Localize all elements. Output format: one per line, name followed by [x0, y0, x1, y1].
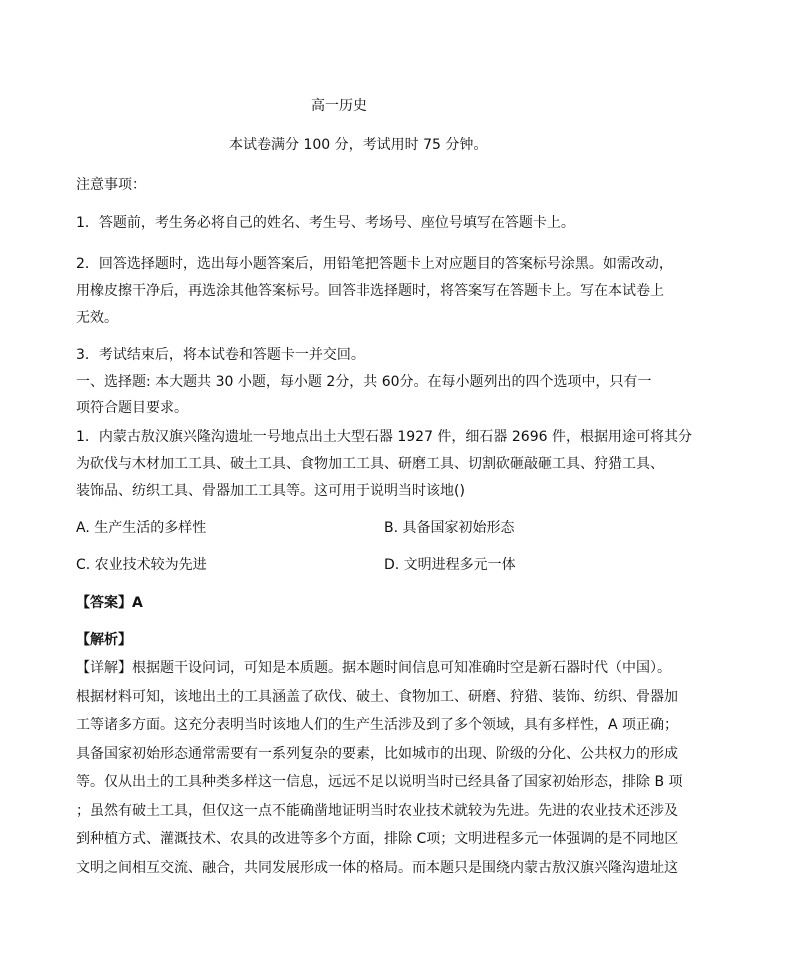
note-item-1: 1．答题前，考生务必将自己的姓名、考生号、考场号、座位号填写在答题卡上。: [76, 215, 575, 231]
analysis-line: 【详解】根据题干设问词，可知是本质题。据本题时间信息可知准确时空是新石器时代（中国）。: [76, 660, 671, 676]
section-heading: [76, 372, 686, 425]
exam-info: 本试卷满分 100 分，考试用时 75 分钟。: [229, 137, 488, 153]
analysis-line: 具备国家初始形态通常需要有一系列复杂的要素，比如城市的出现、阶级的分化、公共权力的形成: [76, 745, 678, 762]
question-1-stem: [76, 427, 692, 508]
analysis-line: 文明之间相互交流、融合，共同发展形成一体的格局。而本题只是围绕内蒙古敖汉旗兴隆沟遗址这: [76, 859, 678, 876]
analysis-heading: 【解析】: [76, 632, 132, 648]
question-stem-line: 为砍伐与木材加工工具、破土工具、食物加工工具、研磨工具、切割砍砸敲砸工具、狩猎工具、: [76, 456, 664, 472]
notes-heading: 注意事项：: [76, 177, 146, 193]
note-item-2-line: 无效。: [76, 310, 118, 326]
note-item-2-line: 用橡皮擦干净后，再选涂其他答案标号。回答非选择题时，将答案写在答题卡上。写在本试卷上: [76, 283, 664, 299]
question-stem-line: 1．内蒙古敖汉旗兴隆沟遗址一号地点出土大型石器 1927 件，细石器 2696 件，根据用途可将其分: [76, 429, 692, 445]
analysis-line: 根据材料可知，该地出土的工具涵盖了砍伐、破土、食物加工、研磨、狩猎、装饰、纺织、骨器加: [76, 688, 678, 705]
option-a: A. 生产生活的多样性: [76, 520, 207, 536]
analysis-body: [76, 658, 686, 886]
analysis-line: ；虽然有破土工具，但仅这一点不能确凿地证明当时农业技术就较为先进。先进的农业技术还涉及: [76, 802, 678, 819]
note-item-2-line: 2．回答选择题时，选出每小题答案后，用铅笔把答题卡上对应题目的答案标号涂黑。如需改动，: [76, 256, 673, 272]
option-b: B. 具备国家初始形态: [384, 520, 515, 536]
option-c: C. 农业技术较为先进: [76, 557, 207, 573]
answer: 【答案】A: [76, 595, 143, 611]
note-item-3: 3．考试结束后，将本试卷和答题卡一并交回。: [76, 347, 365, 363]
page-title: 高一历史: [311, 98, 367, 114]
section-heading-line: 一、选择题: 本大题共 30 小题，每小题 2分，共 60分。在每小题列出的四个选项中，只有一: [76, 374, 652, 390]
question-stem-line: 装饰品、纺织工具、骨器加工工具等。这可用于说明当时该地(): [76, 483, 465, 499]
analysis-line: 到种植方式、灌溉技术、农具的改进等多个方面，排除 C项；文明进程多元一体强调的是不同地区: [76, 831, 679, 847]
section-heading-line: 项符合题目要求。: [76, 400, 188, 416]
note-item-2: [76, 254, 686, 335]
option-d: D. 文明进程多元一体: [384, 557, 516, 573]
analysis-line: 工等诸多方面。这充分表明当时该地人们的生产生活涉及到了多个领域，具有多样性，A 项正确；: [76, 717, 679, 733]
analysis-line: 等。仅从出土的工具种类多样这一信息，远远不足以说明当时已经具备了国家初始形态，排除 B 项: [76, 774, 683, 790]
